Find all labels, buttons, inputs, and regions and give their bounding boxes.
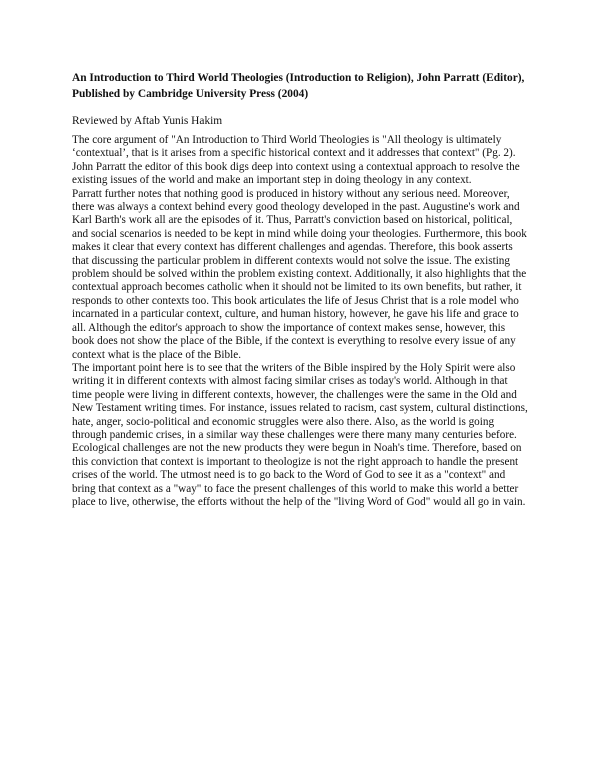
paragraph-1: The core argument of "An Introduction to Third World Theologies is "All theology is ultimately ‘contextual’, that is it arises from a specific historical context and it addresses that context" (Pg. 2). John Parratt the editor of this book digs deep into context using a contextual approach to resolve the existing issues of the world and make an important step in doing theology in any context. bbox=[72, 134, 520, 187]
paragraph-3: The important point here is to see that the writers of the Bible inspired by the Holy Spirit were also writing it in different contexts with almost facing similar crises as today's world. Although in that time people were living in different contexts, however, the challenges were the same in the Old and New Testament writing times. For instance, issues related to racism, cast system, cultural distinctions, hate, anger, socio-political and economic struggles were also there. Also, as the world is going through pandemic crises, in a similar way these challenges were there many many centuries before. Ecological challenges are not the new products they were begun in Noah's time. Therefore, based on this conviction that context is important to theologize is not the right approach to handle the present crises of the world. The utmost need is to go back to the Word of God to see it as a "context" and bring that context as a "way" to face the present challenges of this world to make this world a better place to live, otherwise, the efforts without the help of the "living Word of God" would all go in vain. bbox=[72, 361, 528, 508]
paragraph-2: Parratt further notes that nothing good is produced in history without any serious need. Moreover, there was always a context behind every good theology developed in the past. Augustine's work and Karl Barth's work all are the episodes of it. Thus, Parratt's conviction based on historical, political, and social scenarios is needed to be kept in mind while doing your theologies. Furthermore, this book makes it clear that every context has different challenges and agendas. Therefore, this book asserts that discussing the particular problem in different contexts would not solve the issue. The existing problem should be solved within the problem existing context. Additionally, it also highlights that the contextual approach becomes catholic when it should not be limited to its own benefits, but rather, it responds to other contexts too. This book articulates the life of Jesus Christ that is a role model who incarnated in a particular context, culture, and human history, however, he gave his life and grace to all. Although the editor's approach to show the importance of context makes sense, however, this book does not show the place of the Bible, if the context is everything to resolve every issue of any context what is the place of the Bible. bbox=[72, 187, 527, 361]
document-title: An Introduction to Third World Theologies (Introduction to Religion), John Parratt (Editor), Published by Cambridge University Press (2004) bbox=[72, 72, 525, 100]
document-page bbox=[72, 70, 528, 509]
reviewer-line: Reviewed by Aftab Yunis Hakim bbox=[72, 115, 223, 127]
